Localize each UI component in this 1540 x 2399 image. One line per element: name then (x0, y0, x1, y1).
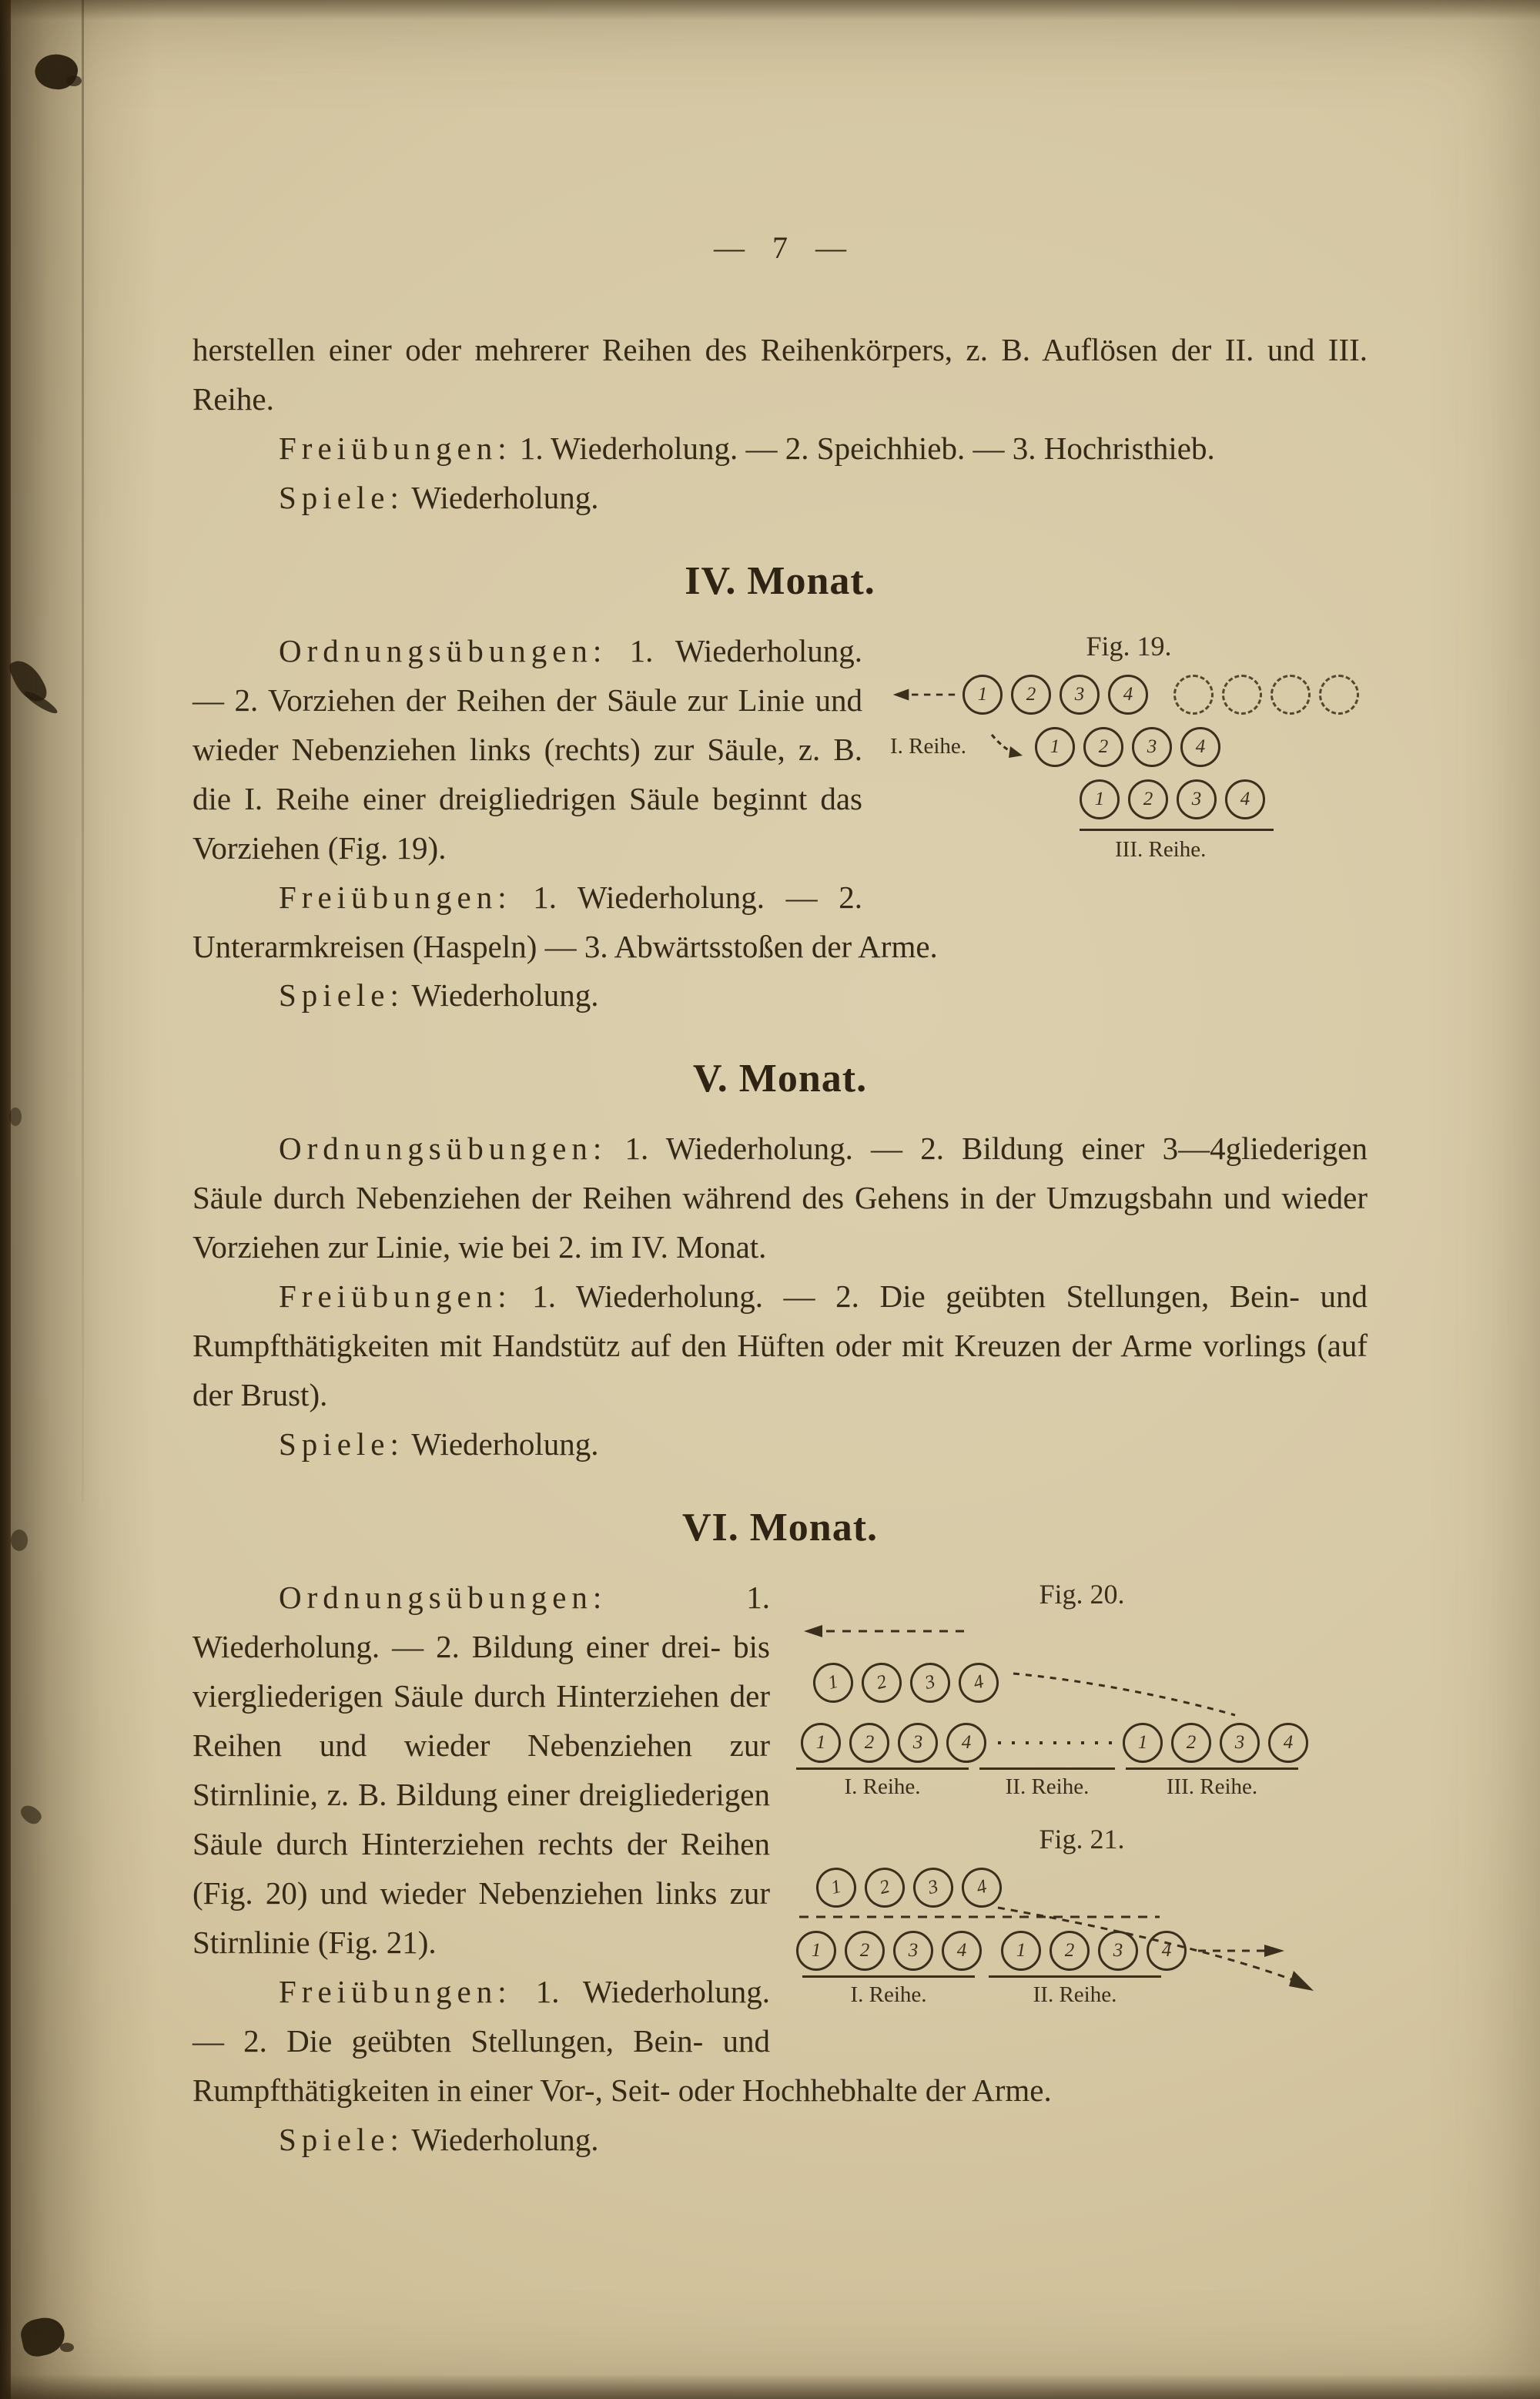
figure-19-label-reihe-1: I. Reihe. (890, 734, 967, 759)
figure-19-row-1 (890, 675, 1368, 715)
ordnungsuebungen-text: 1. Wiederholung. — 2. Bildung einer drei- bis viergliederigen Säule durch Hinterziehen der Reihen und wieder Nebenziehen zur Stirnlinie, z. B. Bildung einer dreigliederigen Säule durch Hinterziehen rechts der Reihen (Fig. 20) und wieder Nebenziehen links zur Stirnlinie (Fig. 21). (192, 1580, 770, 1960)
figure-circle: 1 (812, 1864, 860, 1912)
figure-19-ghost-circles (1173, 675, 1368, 715)
figure-circle: 2 (857, 1659, 906, 1707)
figure-circle: 4 (954, 1659, 1003, 1707)
figure-circle: 4 (1225, 779, 1265, 819)
figure-circle: 4 (1108, 675, 1148, 715)
figure-circle: 4 (957, 1864, 1006, 1912)
figure-circle: 4 (1268, 1723, 1308, 1763)
ordnungsuebungen-text: 1. Wiederholung. — 2. Bildung einer 3—4gliederigen Säule durch Nebenziehen der Reihen während des Gehens in der Umzugsbahn und wieder Vorziehen zur Linie, wie bei 2. im IV. Monat. (192, 1131, 1368, 1265)
figure-20-row-2 (801, 1723, 1368, 1763)
freiuebungen-text: 1. Wiederholung. — 2. Die geübten Stellungen, Bein- und Rumpfthätigkeiten mit Handstütz auf den Hüften oder mit Kreuzen der Arme vorlings (auf der Brust). (192, 1278, 1368, 1413)
freiuebungen-label: Freiübungen: (279, 1278, 512, 1315)
figure-21-caption: Fig. 21. (1039, 1824, 1125, 1855)
figure-19-row-3-circles (1080, 779, 1274, 831)
figure-circle: 4 (1180, 727, 1220, 767)
figure-circle: 3 (1098, 1931, 1138, 1971)
intro-freiuebungen-paragraph (192, 424, 1368, 474)
v-ordnungsuebungen-paragraph (192, 1124, 1368, 1272)
iv-freiuebungen-paragraph (192, 873, 1368, 972)
heading-month-iv: IV. Monat. (685, 558, 875, 603)
figure-circle: 1 (962, 675, 1003, 715)
figure-20-label-reihe-2: II. Reihe. (979, 1767, 1115, 1800)
figure-20-label-reihe-1: I. Reihe. (796, 1767, 969, 1800)
figure-19-row-2 (890, 727, 1368, 767)
figure-circle: 2 (860, 1864, 909, 1912)
freiuebungen-label: Freiübungen: (279, 430, 512, 466)
freiuebungen-label: Freiübungen: (279, 1973, 512, 2009)
figure-circle: 2 (845, 1931, 885, 1971)
figure-circle: 1 (1001, 1931, 1041, 1971)
figure-21-row-1 (816, 1868, 1368, 1908)
figure-circle: 4 (942, 1931, 982, 1971)
figure-circle: 4 (1147, 1931, 1187, 1971)
dashed-trail-icon (995, 1905, 1326, 1997)
figure-circle: 2 (1128, 779, 1168, 819)
freiuebungen-text: 1. Wiederholung. — 2. Unterarmkreisen (Haspeln) — 3. Abwärtsstoßen der Arme. (192, 879, 938, 964)
figure-20-row-2-left-circles (801, 1723, 995, 1763)
figure-circle: 1 (801, 1723, 841, 1763)
heading-month-v: V. Monat. (692, 1057, 868, 1101)
page-content (192, 230, 1368, 2165)
freiuebungen-text: 1. Wiederholung. — 2. Speichhieb. — 3. Hochristhieb. (519, 430, 1215, 466)
figure-circle (1222, 675, 1262, 715)
spiele-text: Wiederholung. (411, 479, 599, 515)
figure-21-diagram (796, 1868, 1368, 2008)
spiele-label: Spiele: (279, 1426, 404, 1463)
intro-spiele-paragraph (192, 474, 1368, 523)
intro-continuation-text: herstellen einer oder mehrerer Reihen des Reihenkörpers, z. B. Auflösen der II. und III. Reihe. (192, 332, 1368, 417)
figure-20-labels (796, 1767, 1368, 1800)
figure-circle: 3 (909, 1864, 957, 1912)
figure-circle: 3 (906, 1659, 954, 1707)
figure-20-caption: Fig. 20. (1039, 1579, 1125, 1610)
figure-circle (1173, 675, 1214, 715)
figure-circle: 1 (808, 1659, 857, 1707)
figure-circle: 3 (898, 1723, 938, 1763)
figure-circle: 4 (946, 1723, 986, 1763)
v-spiele-paragraph (192, 1420, 1368, 1469)
figure-20-row-1 (813, 1646, 1368, 1720)
figure-20-row-1-circles (813, 1663, 1007, 1703)
figure-21-row-2-left-circles (796, 1931, 990, 1971)
dashed-dots-icon (995, 1736, 1115, 1750)
figure-circle: 1 (1080, 779, 1120, 819)
heading-month-vi: VI. Monat. (681, 1506, 879, 1550)
spiele-label: Spiele: (279, 2121, 404, 2157)
figure-21-label-reihe-1: I. Reihe. (802, 1975, 975, 2008)
spiele-text: Wiederholung. (411, 2121, 599, 2157)
figure-circle: 1 (1123, 1723, 1163, 1763)
figure-circle: 2 (1171, 1723, 1211, 1763)
figure-19-row-1-circles (962, 675, 1157, 715)
figure-21-label-reihe-2: II. Reihe. (989, 1975, 1161, 2008)
figure-circle: 2 (1050, 1931, 1090, 1971)
figure-21-row-1-circles (816, 1868, 1010, 1908)
figure-circle: 3 (1220, 1723, 1260, 1763)
figure-19-caption: Fig. 19. (1086, 630, 1172, 662)
figure-circle: 2 (1083, 727, 1123, 767)
spiele-label: Spiele: (279, 479, 404, 515)
freiuebungen-label: Freiübungen: (279, 879, 512, 915)
ordnungsuebungen-label: Ordnungsübungen: (279, 1580, 608, 1616)
dashed-left-arrow-icon (890, 687, 956, 702)
figure-circle: 1 (1035, 727, 1075, 767)
dashed-left-arrow-icon (801, 1623, 967, 1640)
figure-20-row-2-right-circles (1123, 1723, 1317, 1763)
figure-circle (1319, 675, 1359, 715)
spiele-text: Wiederholung. (411, 1426, 599, 1463)
intro-continuation-paragraph (192, 326, 1368, 424)
iv-spiele-paragraph (192, 971, 1368, 1020)
figure-circle: 3 (1177, 779, 1217, 819)
dashed-diagonal-arrow-icon (987, 732, 1024, 762)
ordnungsuebungen-label: Ordnungsübungen: (279, 1131, 608, 1167)
spiele-label: Spiele: (279, 977, 404, 1014)
figure-19-label-reihe-3: III. Reihe. (1115, 836, 1207, 862)
figure-19-row-3 (1080, 779, 1368, 831)
vi-spiele-paragraph (192, 2116, 1368, 2165)
figure-19-row-2-circles (1035, 727, 1229, 767)
figure-circle: 2 (849, 1723, 889, 1763)
page-number: — 7 — (714, 230, 846, 265)
figure-circle: 3 (1132, 727, 1172, 767)
ordnungsuebungen-label: Ordnungsübungen: (279, 632, 608, 668)
figure-19 (890, 630, 1368, 863)
figure-circle: 1 (796, 1931, 836, 1971)
figure-circle: 3 (893, 1931, 933, 1971)
spiele-text: Wiederholung. (411, 977, 599, 1014)
figure-circle: 2 (1011, 675, 1051, 715)
dashed-trail-icon (1010, 1669, 1241, 1720)
figure-20-21 (796, 1578, 1368, 2008)
v-freiuebungen-paragraph (192, 1272, 1368, 1420)
figure-circle: 3 (1060, 675, 1100, 715)
figure-circle (1270, 675, 1311, 715)
ordnungsuebungen-text: 1. Wiederholung. — 2. Vorziehen der Reihen der Säule zur Linie und wieder Nebenziehen links (rechts) zur Säule, z. B. die I. Reihe einer dreigliedrigen Säule beginnt das Vorziehen (Fig. 19). (192, 632, 862, 866)
freiuebungen-text: 1. Wiederholung. — 2. Die geübten Stellungen, Bein- und Rumpfthätigkeiten in einer Vor-, Seit- oder Hochhebhalte der Arme. (192, 1973, 1052, 2108)
figure-20-label-reihe-3: III. Reihe. (1126, 1767, 1298, 1800)
